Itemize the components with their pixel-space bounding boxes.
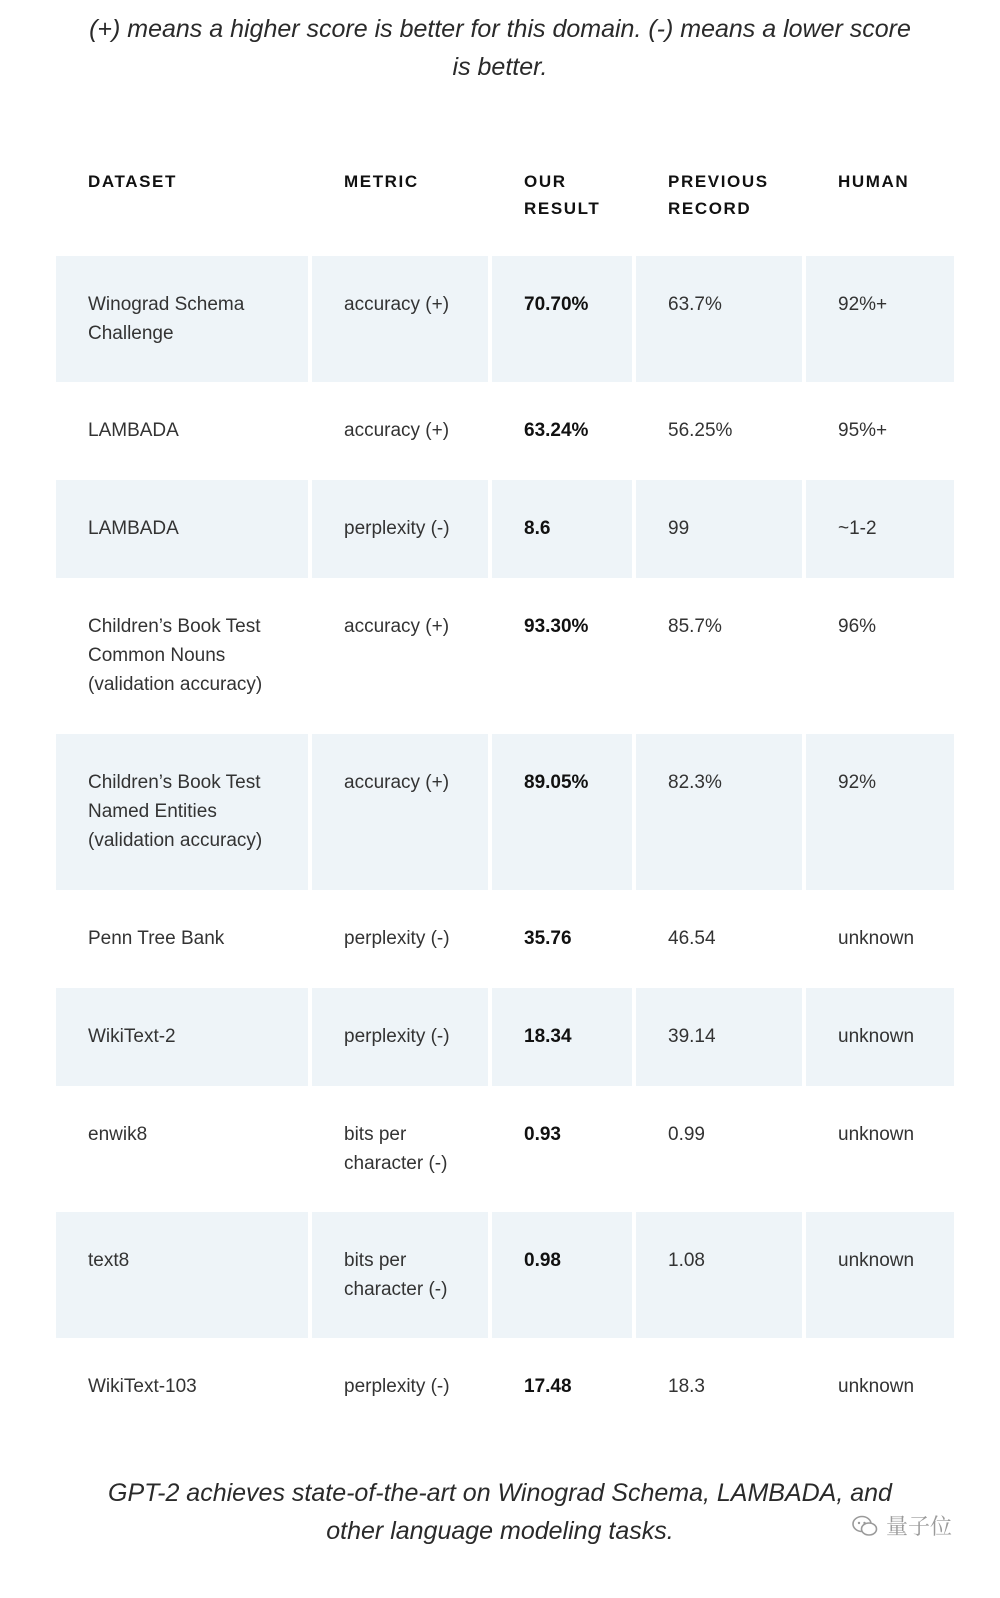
table-header-row — [56, 156, 954, 256]
cell-previous-record: 85.7% — [668, 616, 722, 637]
cell-our-result: 18.34 — [492, 988, 632, 1086]
cell-human: 96% — [838, 616, 877, 637]
cell-our-result: 0.93 — [524, 1124, 561, 1145]
cell-metric: bits per character (-) — [312, 1212, 488, 1338]
cell-previous-record: 56.25% — [668, 420, 733, 441]
table-row — [56, 256, 954, 382]
header-our-result — [524, 168, 624, 222]
cell-dataset: enwik8 — [88, 1124, 148, 1145]
cell-dataset: WikiText-2 — [56, 988, 308, 1086]
cell-dataset: LAMBADA — [88, 420, 179, 441]
cell-previous-record: 0.99 — [668, 1124, 705, 1145]
cell-dataset: Winograd Schema Challenge — [56, 256, 308, 382]
top-caption — [0, 10, 1000, 86]
cell-dataset: Children’s Book Test Common Nouns (validation accuracy) — [88, 616, 263, 695]
cell-human: 95%+ — [838, 420, 888, 441]
cell-previous-record: 82.3% — [636, 734, 802, 890]
cell-human: unknown — [838, 1124, 915, 1145]
cell-our-result: 35.76 — [524, 928, 572, 949]
header-our-result-line-2: RESULT — [524, 199, 601, 218]
table-row — [56, 382, 954, 480]
cell-previous-record: 63.7% — [636, 256, 802, 382]
cell-metric: bits per character (-) — [344, 1124, 448, 1174]
cell-metric: accuracy (+) — [344, 616, 450, 637]
table-row — [56, 578, 954, 734]
table-row — [56, 734, 954, 890]
table-row — [56, 988, 954, 1086]
bottom-caption-line-1: GPT-2 achieves state-of-the-art on Winograd Schema, LAMBADA, and — [108, 1479, 892, 1507]
cell-our-result: 93.30% — [524, 616, 589, 637]
cell-our-result: 70.70% — [492, 256, 632, 382]
cell-human: 92%+ — [806, 256, 954, 382]
cell-previous-record: 18.3 — [668, 1376, 705, 1397]
table-row — [56, 480, 954, 578]
header-dataset: DATASET — [88, 172, 177, 191]
cell-human: unknown — [806, 988, 954, 1086]
cell-previous-record: 1.08 — [636, 1212, 802, 1338]
cell-metric: perplexity (-) — [312, 988, 488, 1086]
cell-dataset: text8 — [56, 1212, 308, 1338]
table-row — [56, 1086, 954, 1212]
table-row — [56, 890, 954, 988]
cell-dataset: Children’s Book Test Named Entities (validation accuracy) — [56, 734, 308, 890]
cell-dataset: LAMBADA — [56, 480, 308, 578]
cell-dataset: WikiText-103 — [88, 1376, 197, 1397]
cell-dataset: Penn Tree Bank — [88, 928, 225, 949]
cell-our-result: 63.24% — [524, 420, 589, 441]
header-our-result-line-1: OUR — [524, 172, 567, 191]
table-row — [56, 1212, 954, 1338]
wechat-icon — [852, 1515, 878, 1537]
bottom-caption — [0, 1474, 1000, 1550]
cell-metric: perplexity (-) — [344, 1376, 450, 1397]
cell-human: 92% — [806, 734, 954, 890]
table-body — [56, 256, 954, 1436]
header-previous-record-line-1: PREVIOUS — [668, 172, 769, 191]
cell-human: ~1-2 — [806, 480, 954, 578]
cell-metric: accuracy (+) — [344, 420, 450, 441]
cell-previous-record: 46.54 — [668, 928, 716, 949]
cell-our-result: 0.98 — [492, 1212, 632, 1338]
table-row — [56, 1338, 954, 1436]
bottom-caption-line-2: other language modeling tasks. — [326, 1517, 674, 1545]
cell-our-result: 89.05% — [492, 734, 632, 890]
header-human: HUMAN — [838, 172, 910, 191]
cell-metric: accuracy (+) — [312, 734, 488, 890]
cell-metric: accuracy (+) — [312, 256, 488, 382]
top-caption-line-2: is better. — [452, 53, 548, 81]
watermark-text: 量子位 — [885, 1514, 952, 1539]
cell-previous-record: 99 — [636, 480, 802, 578]
header-previous-record — [668, 168, 788, 222]
cell-human: unknown — [806, 1212, 954, 1338]
cell-previous-record: 39.14 — [636, 988, 802, 1086]
watermark — [852, 1510, 952, 1541]
header-metric: METRIC — [344, 172, 419, 191]
cell-metric: perplexity (-) — [344, 928, 450, 949]
top-caption-line-1: (+) means a higher score is better for this domain. (-) means a lower score — [89, 15, 911, 43]
cell-human: unknown — [838, 1376, 915, 1397]
results-table — [56, 156, 954, 1436]
cell-our-result: 8.6 — [492, 480, 632, 578]
header-previous-record-line-2: RECORD — [668, 199, 752, 218]
cell-human: unknown — [838, 928, 915, 949]
cell-metric: perplexity (-) — [312, 480, 488, 578]
cell-our-result: 17.48 — [524, 1376, 572, 1397]
